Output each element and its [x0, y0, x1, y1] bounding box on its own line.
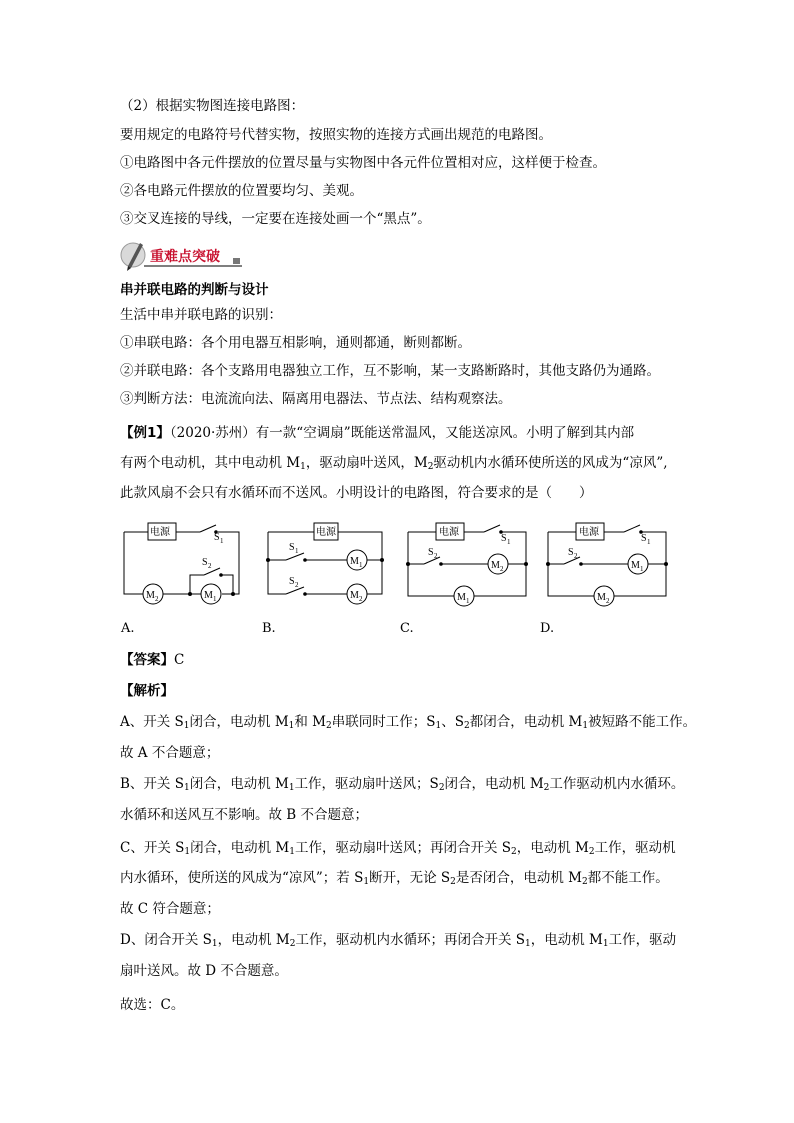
- svg-text:S: S: [641, 533, 647, 544]
- circuit-c: [406, 514, 530, 610]
- answer-label: 【答案】: [120, 652, 174, 668]
- option-a: A.: [121, 621, 135, 636]
- circuit-a: [121, 514, 245, 610]
- section-heading: （2）根据实物图连接电路图：: [120, 98, 305, 114]
- svg-text:2: 2: [434, 552, 438, 560]
- option-b: B.: [262, 621, 276, 636]
- analysis-d-line-2: 扇叶送风。故 D 不合题意。: [120, 963, 288, 979]
- svg-text:1: 1: [640, 565, 644, 573]
- svg-text:1: 1: [359, 561, 363, 569]
- topic-intro: 生活中串并联电路的识别：: [120, 307, 282, 323]
- analysis-b-line-1: B、开关 $S_1$闭合，电动机 $M_1$工作，驱动扇叶送风；$S_2$闭合，电动机 $M_2$工作驱动机内水循环。: [120, 776, 685, 793]
- svg-text:1: 1: [466, 597, 470, 605]
- svg-text:M: M: [457, 592, 466, 603]
- svg-text:2: 2: [606, 597, 610, 605]
- svg-text:2: 2: [359, 595, 363, 603]
- svg-text:M: M: [350, 590, 359, 601]
- option-c: C.: [400, 621, 414, 636]
- key-points-banner: [120, 240, 245, 272]
- topic-title: 串并联电路的判断与设计: [120, 282, 269, 298]
- example-tag: 【例1】: [120, 425, 170, 441]
- svg-text:S: S: [568, 547, 574, 558]
- svg-text:2: 2: [500, 565, 504, 573]
- svg-text:电源: 电源: [150, 527, 170, 538]
- svg-text:M: M: [597, 592, 606, 603]
- circuit-d: [546, 514, 670, 610]
- svg-text:电源: 电源: [579, 527, 599, 538]
- svg-text:M: M: [631, 560, 640, 571]
- rule-3: ③交叉连接的导线，一定要在连接处画一个“黑点”。: [120, 211, 431, 227]
- svg-text:S: S: [289, 542, 295, 553]
- svg-text:2: 2: [208, 562, 212, 570]
- analysis-b-line-2: 水循环和送风互不影响。故 B 不合题意；: [120, 807, 369, 823]
- svg-text:1: 1: [647, 538, 651, 546]
- analysis-a-line-1: A、开关 $S_1$闭合，电动机 $M_1$和 $M_2$串联同时工作；$S_1$、$S_2$都闭合，电动机 $M_1$被短路不能工作。: [120, 714, 697, 731]
- rule-1: ①电路图中各元件摆放的位置尽量与实物图中各元件位置相对应，这样便于检查。: [120, 155, 606, 171]
- svg-text:M: M: [350, 556, 359, 567]
- banner-label: 重难点突破: [150, 249, 220, 265]
- example-line-2: 有两个电动机，其中电动机 $M_1$，驱动扇叶送风，$M_2$驱动机内水循环使所送的风成为“凉风”,: [120, 455, 668, 472]
- svg-text:2: 2: [155, 595, 159, 603]
- circuit-b: [264, 514, 388, 610]
- svg-text:2: 2: [295, 581, 299, 589]
- svg-text:S: S: [501, 533, 507, 544]
- item-series: ①串联电路：各个用电器互相影响，通则都通，断则都断。: [120, 335, 471, 351]
- svg-text:S: S: [428, 547, 434, 558]
- svg-text:S: S: [289, 576, 295, 587]
- example-text: （2020·苏州）有一款“空调扇”既能送常温风，又能送凉风。小明了解到其内部: [169, 425, 635, 441]
- svg-text:2: 2: [574, 552, 578, 560]
- svg-text:1: 1: [507, 538, 511, 546]
- example-line-3: 此款风扇不会只有水循环而不送风。小明设计的电路图，符合要求的是（ ）: [120, 485, 593, 501]
- analysis-c-line-3: 故 C 符合题意；: [120, 901, 220, 917]
- analysis-c-line-1: C、开关 $S_1$闭合，电动机 $M_1$工作，驱动扇叶送风；再闭合开关 $S_2$，电动机 $M_2$工作，驱动机: [120, 840, 676, 857]
- svg-text:S: S: [214, 532, 220, 543]
- svg-text:M: M: [204, 590, 213, 601]
- svg-text:电源: 电源: [439, 527, 459, 538]
- rule-2: ②各电路元件摆放的位置要均匀、美观。: [120, 183, 363, 199]
- answer-value: C: [174, 652, 185, 668]
- analysis-d-line-1: D、闭合开关 $S_1$，电动机 $M_2$工作，驱动机内水循环；再闭合开关 $S_1$，电动机 $M_1$工作，驱动: [120, 932, 677, 949]
- option-d: D.: [540, 621, 555, 636]
- example-line-1: [120, 423, 634, 443]
- section-intro: 要用规定的电路符号代替实物，按照实物的连接方式画出规范的电路图。: [120, 127, 552, 143]
- answer-line: [120, 650, 184, 670]
- svg-text:1: 1: [295, 547, 299, 555]
- item-method: ③判断方法：电流流向法、隔离用电器法、节点法、结构观察法。: [120, 391, 512, 407]
- svg-text:M: M: [146, 590, 155, 601]
- analysis-c-line-2: 内水循环，使所送的风成为“凉风”；若 $S_1$断开，无论 $S_2$是否闭合，电动机 $M_2$都不能工作。: [120, 870, 669, 887]
- svg-text:1: 1: [220, 537, 224, 545]
- item-parallel: ②并联电路：各个支路用电器独立工作，互不影响，某一支路断路时，其他支路仍为通路。: [120, 363, 660, 379]
- svg-text:电源: 电源: [316, 527, 336, 538]
- analysis-a-line-2: 故 A 不合题意；: [120, 745, 220, 761]
- svg-text:1: 1: [213, 595, 217, 603]
- final-answer: 故选：C。: [120, 997, 185, 1013]
- svg-text:S: S: [202, 557, 208, 568]
- analysis-label: 【解析】: [120, 683, 174, 699]
- svg-text:M: M: [491, 560, 500, 571]
